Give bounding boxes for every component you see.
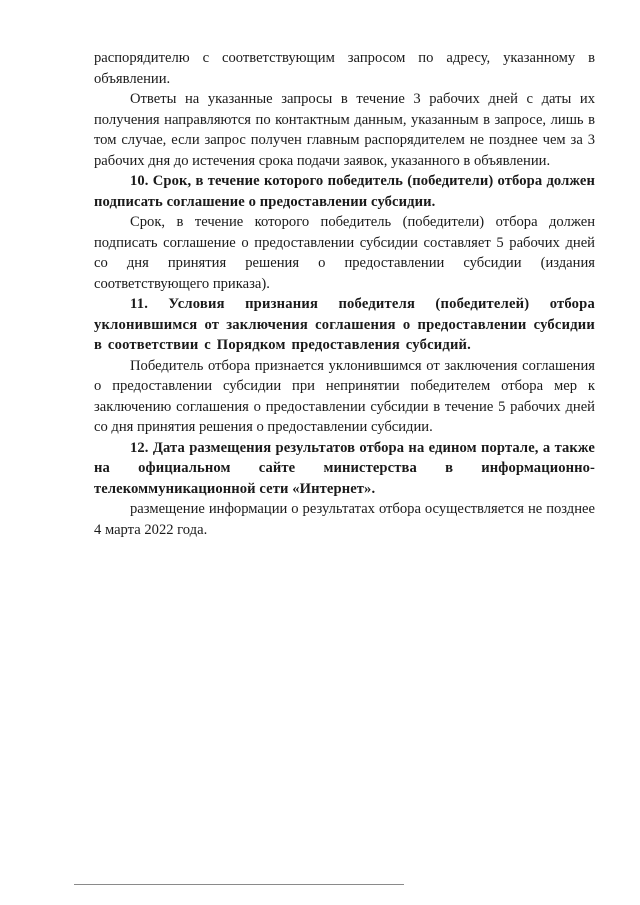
section-12-heading: 12. Дата размещения результатов отбора на едином портале, а также на официальном сайте министерства в информационно-телекоммуникационной сети «Интернет». (94, 439, 595, 497)
bottom-scan-line (74, 884, 404, 885)
section-11-text: Победитель отбора признается уклонившимся от заключения соглашения о предоставлении субсидии при непринятии победителем отбора мер к заключению соглашения о предоставлении субсидии в течение 5 рабочих дней со дня принятия решения о предоставлении субсидии. (94, 357, 595, 435)
document-page (94, 48, 595, 540)
section-11-heading: 11. Условия признания победителя (победителей) отбора уклонившимся от заключения соглашения о предоставлении субсидии в соответствии с Порядком предоставления субсидий. (94, 296, 595, 353)
section-10-text: Срок, в течение которого победитель (победители) отбора должен подписать соглашение о предоставлении субсидии составляет 5 рабочих дней со дня принятия решения о предоставлении субсидии (издания соответствующего приказа). (94, 214, 595, 292)
section-12-text: размещение информации о результатах отбора осуществляется не позднее 4 марта 2022 года. (94, 501, 595, 538)
section-10-heading: 10. Срок, в течение которого победитель (победители) отбора должен подписать соглашение о предоставлении субсидии. (94, 173, 595, 210)
paragraph-answers: Ответы на указанные запросы в течение 3 рабочих дней с даты их получения направляются по контактным данным, указанным в запросе, лишь в том случае, если запрос получен главным распорядителем не позднее чем за 3 рабочих дня до истечения срока подачи заявок, указанного в объявлении. (94, 91, 595, 169)
paragraph-continuation: распорядителю с соответствующим запросом по адресу, указанному в объявлении. (94, 50, 595, 87)
